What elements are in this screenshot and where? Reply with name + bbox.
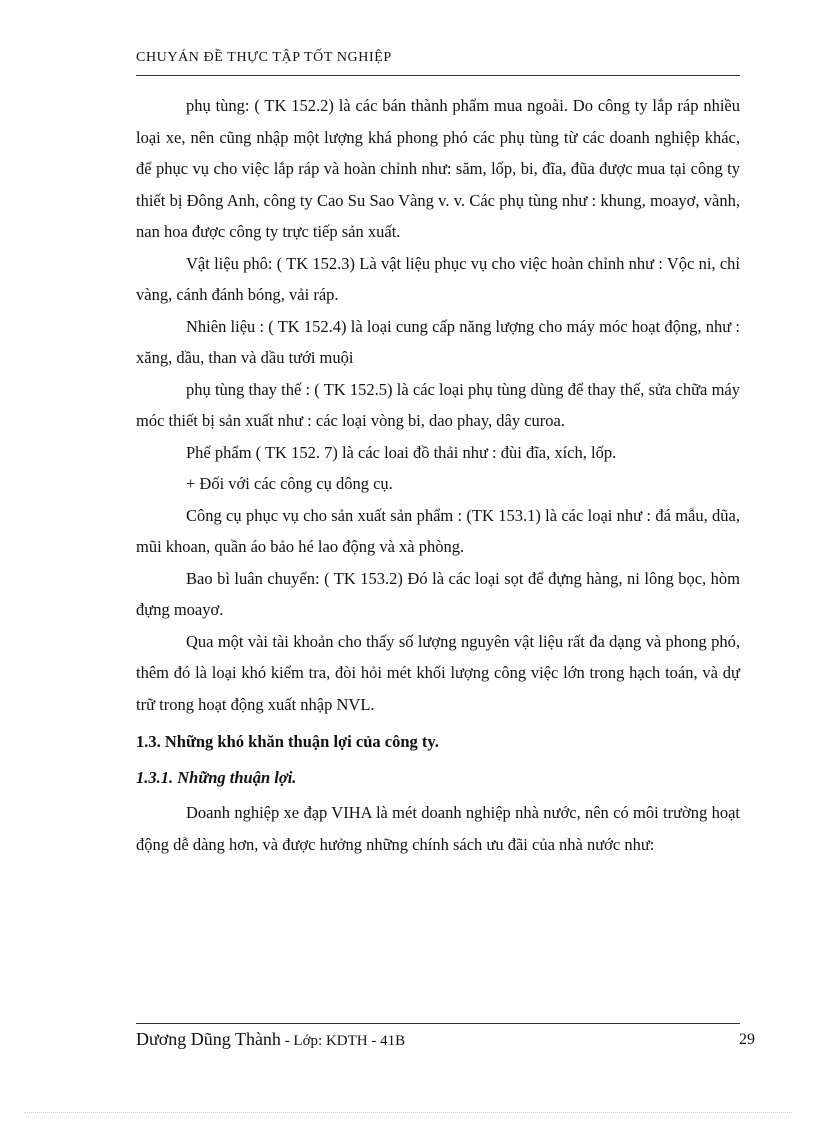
paragraph-auxiliary-materials: Vật liệu phô: ( TK 152.3) Là vật liệu phục vụ cho việc hoàn chỉnh như : Vộc ni, chỉ vàng, cánh đánh bóng, vải ráp. (136, 253, 740, 304)
paragraph-packaging: Bao bì luân chuyển: ( TK 153.2) Đó là các loại sọt để đựng hàng, ni lông bọc, hòm đựng moayơ. (136, 568, 740, 619)
footer-author-line (136, 1029, 405, 1050)
header-divider (136, 75, 740, 76)
subsection-heading: 1.3.1. Những thuận lợi. (136, 767, 297, 787)
paragraph-advantages: Doanh nghiệp xe đạp VIHA là mét doanh nghiệp nhà nước, nên có môi trường hoạt động dễ dàng hơn, và được hưởng những chính sách ưu đãi của nhà nước như: (136, 803, 740, 854)
section-heading: 1.3. Những khó khăn thuận lợi của công ty. (136, 732, 439, 751)
paragraph-summary: Qua một vài tài khoản cho thấy số lượng nguyên vật liệu rất đa dạng và phong phó, thêm đó là loại khó kiểm tra, đòi hỏi mét khối lượng công việc lớn trong hạch toán, và dự trữ trong hoạt động xuất nhập NVL. (136, 631, 740, 714)
footer-author: Dương Dũng Thành (136, 1029, 281, 1049)
page-header-title: CHUYÁN ĐỀ THỰC TẬP TỐT NGHIỆP (136, 50, 392, 65)
page-bottom-border (24, 1112, 792, 1113)
paragraph-spare-parts: phụ tùng: ( TK 152.2) là các bán thành phẩm mua ngoài. Do công ty lắp ráp nhiều loại xe, nên cũng nhập một lượng khá phong phó các phụ tùng từ các doanh nghiệp khác, để phục vụ cho việc lắp ráp và hoàn chỉnh như: săm, lốp, bi, đĩa, đũa được mua tại công ty thiết bị Đông Anh, công ty Cao Su Sao Vàng v. v. Các phụ tùng như : khung, moayơ, vành, nan hoa được công ty trực tiếp sản xuất. (136, 96, 740, 241)
paragraph-fuel: Nhiên liệu : ( TK 152.4) là loại cung cấp năng lượng cho máy móc hoạt động, như : xăng, dầu, than và dầu tưới muội (136, 316, 740, 367)
paragraph-replacement-parts: phụ tùng thay thế : ( TK 152.5) là các loại phụ tùng dùng để thay thế, sửa chữa máy móc thiết bị sản xuất như : các loại vòng bi, dao phay, dây curoa. (136, 379, 740, 430)
paragraph-production-tools: Công cụ phục vụ cho sản xuất sản phẩm : (TK 153.1) là các loại như : đá mẫu, dũa, mũi khoan, quần áo bảo hé lao động và xà phòng. (136, 505, 740, 556)
paragraph-tools-intro: + Đối với các công cụ dông cụ. (186, 474, 393, 493)
footer-divider (136, 1023, 740, 1024)
paragraph-scrap: Phế phẩm ( TK 152. 7) là các loai đồ thải như : đùi đĩa, xích, lốp. (186, 442, 617, 462)
document-body (136, 90, 740, 860)
page-number: 29 (739, 1031, 755, 1048)
footer-class: - Lớp: KDTH - 41B (280, 1033, 406, 1049)
